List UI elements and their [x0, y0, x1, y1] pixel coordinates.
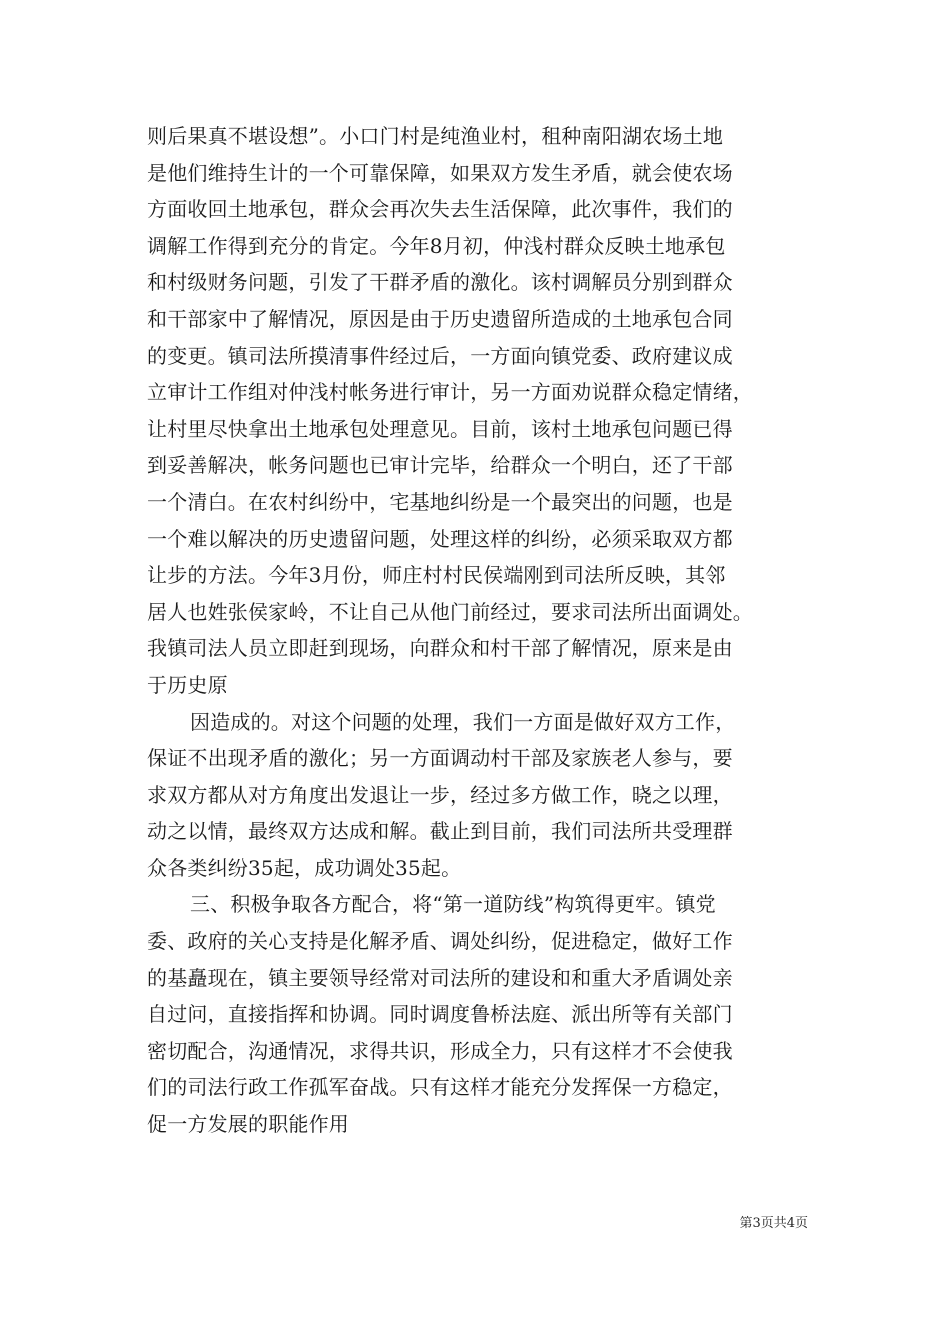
- text-line: 是他们维持生计的一个可靠保障，如果双方发生矛盾，就会使农场: [147, 160, 733, 185]
- section-heading-line: 三、积极争取各方配合，将“第一道防线”构筑得更牢。镇党: [190, 892, 716, 917]
- text-line: 和干部家中了解情况，原因是由于历史遗留所造成的土地承包合同: [147, 306, 733, 331]
- text-line: 一个清白。在农村纠纷中，宅基地纠纷是一个最突出的问题，也是: [147, 489, 733, 514]
- text-line: 和村级财务问题，引发了干群矛盾的激化。该村调解员分别到群众: [147, 270, 733, 295]
- page-number-footer: 第3页共4页: [739, 1216, 808, 1231]
- text-line: 一个难以解决的历史遗留问题，处理这样的纠纷，必须采取双方都: [147, 526, 733, 551]
- text-line: 密切配合，沟通情况，求得共识，形成全力，只有这样才不会使我: [147, 1038, 733, 1063]
- text-line: 自过问，直接指挥和协调。同时调度鲁桥法庭、派出所等有关部门: [147, 1002, 733, 1027]
- text-line: 让村里尽快拿出土地承包处理意见。目前，该村土地承包问题已得: [147, 416, 733, 441]
- text-line: 促一方发展的职能作用: [147, 1112, 349, 1137]
- body-text: [147, 118, 827, 1143]
- text-line: 的基矗现在，镇主要领导经常对司法所的建设和和重大矛盾调处亲: [147, 965, 733, 990]
- text-line: 于历史原: [147, 672, 228, 697]
- paragraph-start-line: 因造成的。对这个问题的处理，我们一方面是做好双方工作，: [190, 709, 736, 734]
- text-line: 们的司法行政工作孤军奋战。只有这样才能充分发挥保一方稳定，: [147, 1075, 733, 1100]
- text-line: 居人也姓张侯家岭，不让自己从他门前经过，要求司法所出面调处。: [147, 599, 753, 624]
- text-line: 方面收回土地承包，群众会再次失去生活保障，此次事件，我们的: [147, 197, 733, 222]
- text-line: 让步的方法。今年3月份，师庄村村民侯端刚到司法所反映，其邻: [147, 563, 726, 588]
- text-line: 立审计工作组对仲浅村帐务进行审计，另一方面劝说群众稳定情绪，: [147, 380, 753, 405]
- text-line: 调解工作得到充分的肯定。今年8月初，仲浅村群众反映土地承包: [147, 233, 726, 258]
- text-line: 动之以情，最终双方达成和解。截止到目前，我们司法所共受理群: [147, 819, 733, 844]
- text-line: 的变更。镇司法所摸清事件经过后，一方面向镇党委、政府建议成: [147, 343, 733, 368]
- text-line: 求双方都从对方角度出发退让一步，经过多方做工作，晓之以理，: [147, 782, 733, 807]
- text-line: 到妥善解决，帐务问题也已审计完毕，给群众一个明白，还了干部: [147, 453, 733, 478]
- text-line: 保证不出现矛盾的激化；另一方面调动村干部及家族老人参与，要: [147, 746, 733, 771]
- text-line: 委、政府的关心支持是化解矛盾、调处纠纷，促进稳定，做好工作: [147, 929, 733, 954]
- text-line: 则后果真不堪设想”。小口门村是纯渔业村，租种南阳湖农场土地: [147, 124, 724, 148]
- text-line: 众各类纠纷35起，成功调处35起。: [147, 855, 462, 880]
- text-line: 我镇司法人员立即赶到现场，向群众和村干部了解情况，原来是由: [147, 636, 733, 661]
